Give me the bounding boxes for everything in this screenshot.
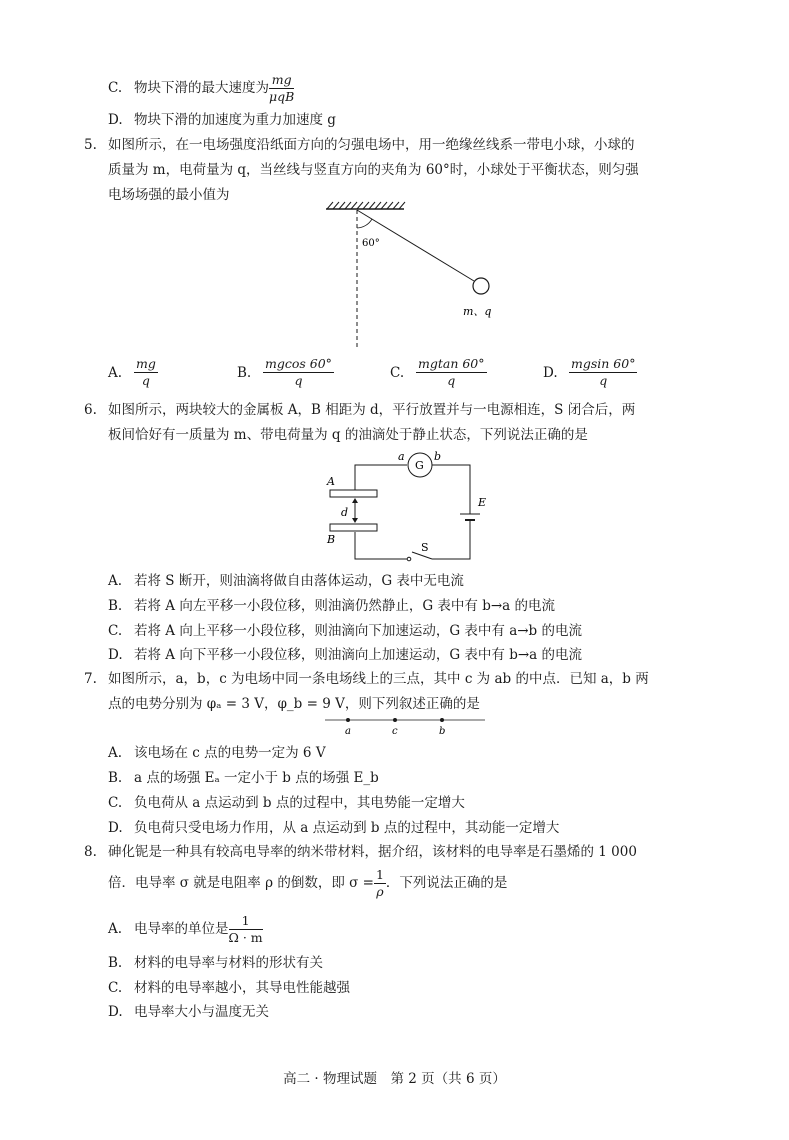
q6-option-b: B. 若将 A 向左平移一小段位移，则油滴仍然静止，G 表中有 b→a 的电流: [108, 598, 555, 614]
q7-stem-line-2: 点的电势分别为 φₐ = 3 V，φ_b = 9 V，则下列叙述正确的是: [108, 696, 480, 712]
q5-option-b: B. $\frac{mgcos 60^\circ}{q}$: [237, 356, 332, 388]
q7-stem-line-1: 如图所示，a，b，c 为电场中同一条电场线上的三点，其中 c 为 ab 的中点．已知 a，b 两: [108, 671, 649, 687]
q5-stem-line-1: 如图所示，在一电场强度沿纸面方向的匀强电场中，用一绝缘丝线系一带电小球，小球的: [108, 137, 635, 153]
q8-unit-fraction: $\frac{1}{\Omega \cdot m}$: [228, 913, 263, 945]
q5-option-a: A. $\frac{mg}{q}$: [108, 356, 156, 388]
q6-option-c: C. 若将 A 向上平移一小段位移，则油滴向下加速运动，G 表中有 a→b 的电流: [108, 623, 582, 639]
svg-text:d: d: [341, 506, 349, 519]
q7-option-c: C. 负电荷从 a 点运动到 b 点的过程中，其电势能一定增大: [108, 795, 465, 811]
q7-option-a: A. 该电场在 c 点的电势一定为 6 V: [108, 745, 326, 761]
angle-label: 60°: [362, 238, 380, 249]
q8-option-b: B. 材料的电导率与材料的形状有关: [108, 955, 323, 971]
q6-number: 6.: [84, 402, 97, 418]
q6-option-d: D. 若将 A 向下平移一小段位移，则油滴向上加速运动，G 表中有 b→a 的电流: [108, 647, 582, 663]
svg-text:S: S: [421, 541, 429, 554]
q5-stem-line-2: 质量为 m，电荷量为 q，当丝线与竖直方向的夹角为 60°时，小球处于平衡状态，则匀强: [108, 162, 639, 178]
q5-option-d: D. $\frac{mgsin 60^\circ}{q}$: [543, 356, 636, 388]
page-footer: 高二 · 物理试题 第 2 页（共 6 页）: [283, 1071, 506, 1087]
q6-option-a: A. 若将 S 断开，则油滴将做自由落体运动，G 表中无电流: [108, 573, 464, 589]
ball-label: m、q: [463, 305, 492, 318]
svg-text:b: b: [439, 726, 446, 737]
svg-text:c: c: [392, 726, 398, 737]
svg-text:E: E: [478, 496, 487, 509]
svg-text:A: A: [327, 475, 335, 488]
svg-text:a: a: [345, 726, 351, 737]
svg-text:b: b: [434, 450, 442, 463]
q7-number: 7.: [84, 671, 97, 687]
q8-stem-line-2: 倍．电导率 σ 就是电阻率 ρ 的倒数，即 σ = $\frac{1}{\rho}$ ．下列说法正确的是: [108, 867, 508, 899]
q4-option-c: C. 物块下滑的最大速度为 $\frac{mg}{\text{μqB}}$: [108, 72, 295, 104]
q6-stem-line-1: 如图所示，两块较大的金属板 A，B 相距为 d，平行放置并与一电源相连，S 闭合后，两: [108, 402, 636, 418]
q7-option-b: B. a 点的场强 Eₐ 一定小于 b 点的场强 E_b: [108, 770, 379, 786]
q5-option-c: C. $\frac{mgtan 60^\circ}{q}$: [390, 356, 485, 388]
q8-sigma-fraction: $\frac{1}{\rho}$: [375, 867, 384, 899]
q5-stem-line-3: 电场场强的最小值为: [108, 187, 230, 203]
svg-text:B: B: [327, 533, 336, 546]
q8-number: 8.: [84, 844, 97, 860]
q4-option-c-fraction: $\frac{mg}{\text{μqB}}$: [269, 72, 295, 104]
q8-option-c: C. 材料的电导率越小，其导电性能越强: [108, 980, 350, 996]
q4-option-d: D. 物块下滑的加速度为重力加速度 g: [108, 112, 336, 128]
q8-option-d: D. 电导率大小与温度无关: [108, 1004, 269, 1020]
q8-option-a: A. 电导率的单位是 $\frac{1}{\Omega \cdot m}$: [108, 913, 263, 945]
q6-stem-line-2: 板间恰好有一质量为 m、带电荷量为 q 的油滴处于静止状态，下列说法正确的是: [108, 427, 588, 443]
svg-text:a: a: [398, 450, 405, 463]
svg-text:G: G: [415, 459, 424, 472]
q5-number: 5.: [84, 137, 97, 153]
q8-stem-line-1: 砷化铌是一种具有较高电导率的纳米带材料，据介绍，该材料的电导率是石墨烯的 1 000: [108, 844, 637, 860]
q7-option-d: D. 负电荷只受电场力作用，从 a 点运动到 b 点的过程中，其动能一定增大: [108, 820, 560, 836]
